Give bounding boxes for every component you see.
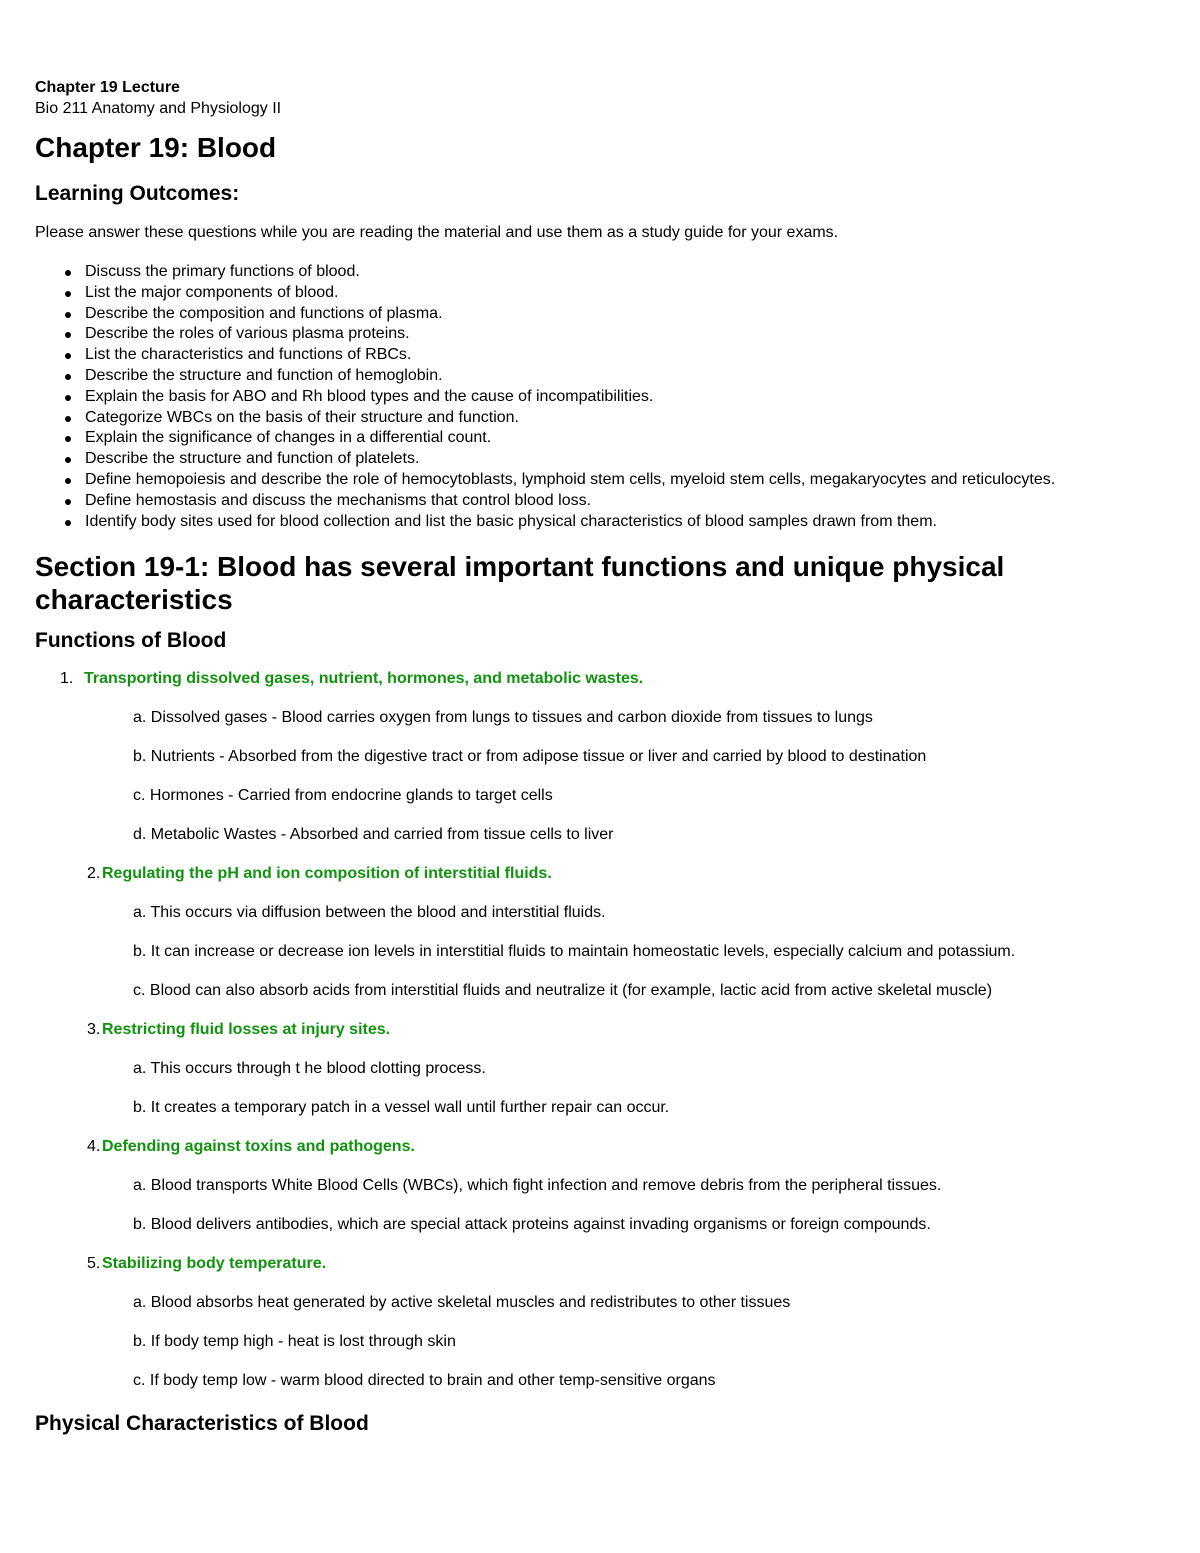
outcome-item (85, 283, 1165, 304)
document-title: Chapter 19 Lecture (35, 79, 180, 96)
bullet-icon (65, 395, 71, 401)
bullet-icon (65, 291, 71, 297)
learning-outcomes-list (35, 262, 1165, 532)
outcome-text: Categorize WBCs on the basis of their structure and function. (85, 408, 519, 426)
function-subitem: a. This occurs via diffusion between the blood and interstitial fluids. (133, 904, 606, 922)
function-subitem: c. If body temp low - warm blood directed to brain and other temp-sensitive organs (133, 1372, 716, 1390)
outcome-text: Describe the structure and function of platelets. (85, 450, 420, 468)
course-subtitle: Bio 211 Anatomy and Physiology II (35, 100, 282, 117)
function-subitem: a. Dissolved gases - Blood carries oxygen from lungs to tissues and carbon dioxide from tissues to lungs (133, 709, 873, 727)
function-item (35, 669, 1165, 845)
outcome-text: Define hemopoiesis and describe the role of hemocytoblasts, lymphoid stem cells, myeloid stem cells, megakaryocytes and reticulocytes. (85, 470, 1056, 488)
outcome-text: Describe the composition and functions of plasma. (85, 304, 443, 322)
function-subitem: a. Blood transports White Blood Cells (WBCs), which fight infection and remove debris from the peripheral tissues. (133, 1177, 942, 1195)
function-number: 3. (87, 1021, 101, 1039)
function-title: Restricting fluid losses at injury sites. (102, 1021, 391, 1039)
outcome-item (85, 304, 1165, 325)
bullet-icon (65, 416, 71, 422)
outcome-text: Identify body sites used for blood collection and list the basic physical characteristics of blood samples drawn from them. (85, 512, 937, 530)
function-item (35, 864, 1165, 1001)
bullet-icon (65, 374, 71, 380)
function-subitem: b. It creates a temporary patch in a vessel wall until further repair can occur. (133, 1099, 670, 1117)
outcome-text: List the major components of blood. (85, 283, 339, 301)
outcome-item (85, 366, 1165, 387)
outcome-item (85, 512, 1165, 533)
function-subitem: b. Nutrients - Absorbed from the digestive tract or from adipose tissue or liver and carried by blood to destination (133, 748, 927, 766)
bullet-icon (65, 270, 71, 276)
outcome-item (85, 449, 1165, 470)
bullet-icon (65, 312, 71, 318)
function-title: Transporting dissolved gases, nutrient, hormones, and metabolic wastes. (84, 670, 644, 688)
function-subitem: c. Blood can also absorb acids from interstitial fluids and neutralize it (for example, lactic acid from active skeletal muscle) (133, 982, 993, 1000)
outcome-text: Discuss the primary functions of blood. (85, 263, 360, 280)
outcome-text: Explain the significance of changes in a differential count. (85, 429, 492, 447)
outcome-item (85, 408, 1165, 429)
function-heading (35, 1020, 1165, 1040)
outcome-item (85, 262, 1165, 283)
function-number: 4. (87, 1138, 101, 1156)
bullet-icon (65, 520, 71, 526)
outcome-item (85, 387, 1165, 408)
function-subitem: d. Metabolic Wastes - Absorbed and carried from tissue cells to liver (133, 826, 614, 844)
function-heading (35, 864, 1165, 884)
functions-list (35, 669, 1165, 1391)
bullet-icon (65, 332, 71, 338)
learning-outcomes-heading: Learning Outcomes: (35, 182, 240, 205)
function-subitem: a. This occurs through t he blood clotting process. (133, 1060, 486, 1078)
function-number: 5. (87, 1255, 101, 1273)
function-number: 1. (60, 670, 74, 688)
learning-outcomes-intro: Please answer these questions while you are reading the material and use them as a study guide for your exams. (35, 224, 839, 241)
outcome-text: Describe the roles of various plasma proteins. (85, 325, 410, 343)
function-subitem: b. If body temp high - heat is lost through skin (133, 1333, 456, 1351)
function-subitem: a. Blood absorbs heat generated by active skeletal muscles and redistributes to other tissues (133, 1294, 791, 1312)
outcome-text: Explain the basis for ABO and Rh blood types and the cause of incompatibilities. (85, 387, 654, 405)
outcome-item (85, 345, 1165, 366)
function-title: Defending against toxins and pathogens. (102, 1138, 415, 1156)
function-heading (35, 669, 1165, 689)
outcome-item (85, 470, 1165, 491)
outcome-text: Define hemostasis and discuss the mechanisms that control blood loss. (85, 491, 592, 509)
section-title: Section 19-1: Blood has several important functions and unique physical characteristics (35, 551, 1005, 616)
document-page (35, 78, 1165, 1438)
function-subitem: c. Hormones - Carried from endocrine glands to target cells (133, 787, 553, 805)
function-number: 2. (87, 865, 101, 883)
outcome-item (85, 428, 1165, 449)
outcome-text: Describe the structure and function of hemoglobin. (85, 366, 443, 384)
outcome-item (85, 324, 1165, 345)
function-title: Regulating the pH and ion composition of interstitial fluids. (102, 865, 552, 883)
functions-heading: Functions of Blood (35, 629, 227, 653)
outcome-text: List the characteristics and functions of RBCs. (85, 346, 412, 364)
function-heading (35, 1137, 1165, 1157)
function-heading (35, 1254, 1165, 1274)
bullet-icon (65, 499, 71, 505)
function-item (35, 1020, 1165, 1118)
bullet-icon (65, 436, 71, 442)
function-item (35, 1254, 1165, 1391)
bullet-icon (65, 353, 71, 359)
physical-characteristics-heading: Physical Characteristics of Blood (35, 1412, 369, 1436)
outcome-item (85, 491, 1165, 512)
function-item (35, 1137, 1165, 1235)
function-subitem: b. Blood delivers antibodies, which are special attack proteins against invading organisms or foreign compounds. (133, 1216, 931, 1234)
function-subitem: b. It can increase or decrease ion levels in interstitial fluids to maintain homeostatic levels, especially calcium and potassium. (133, 943, 1016, 961)
function-title: Stabilizing body temperature. (102, 1255, 327, 1273)
bullet-icon (65, 478, 71, 484)
bullet-icon (65, 457, 71, 463)
chapter-title: Chapter 19: Blood (35, 132, 277, 163)
